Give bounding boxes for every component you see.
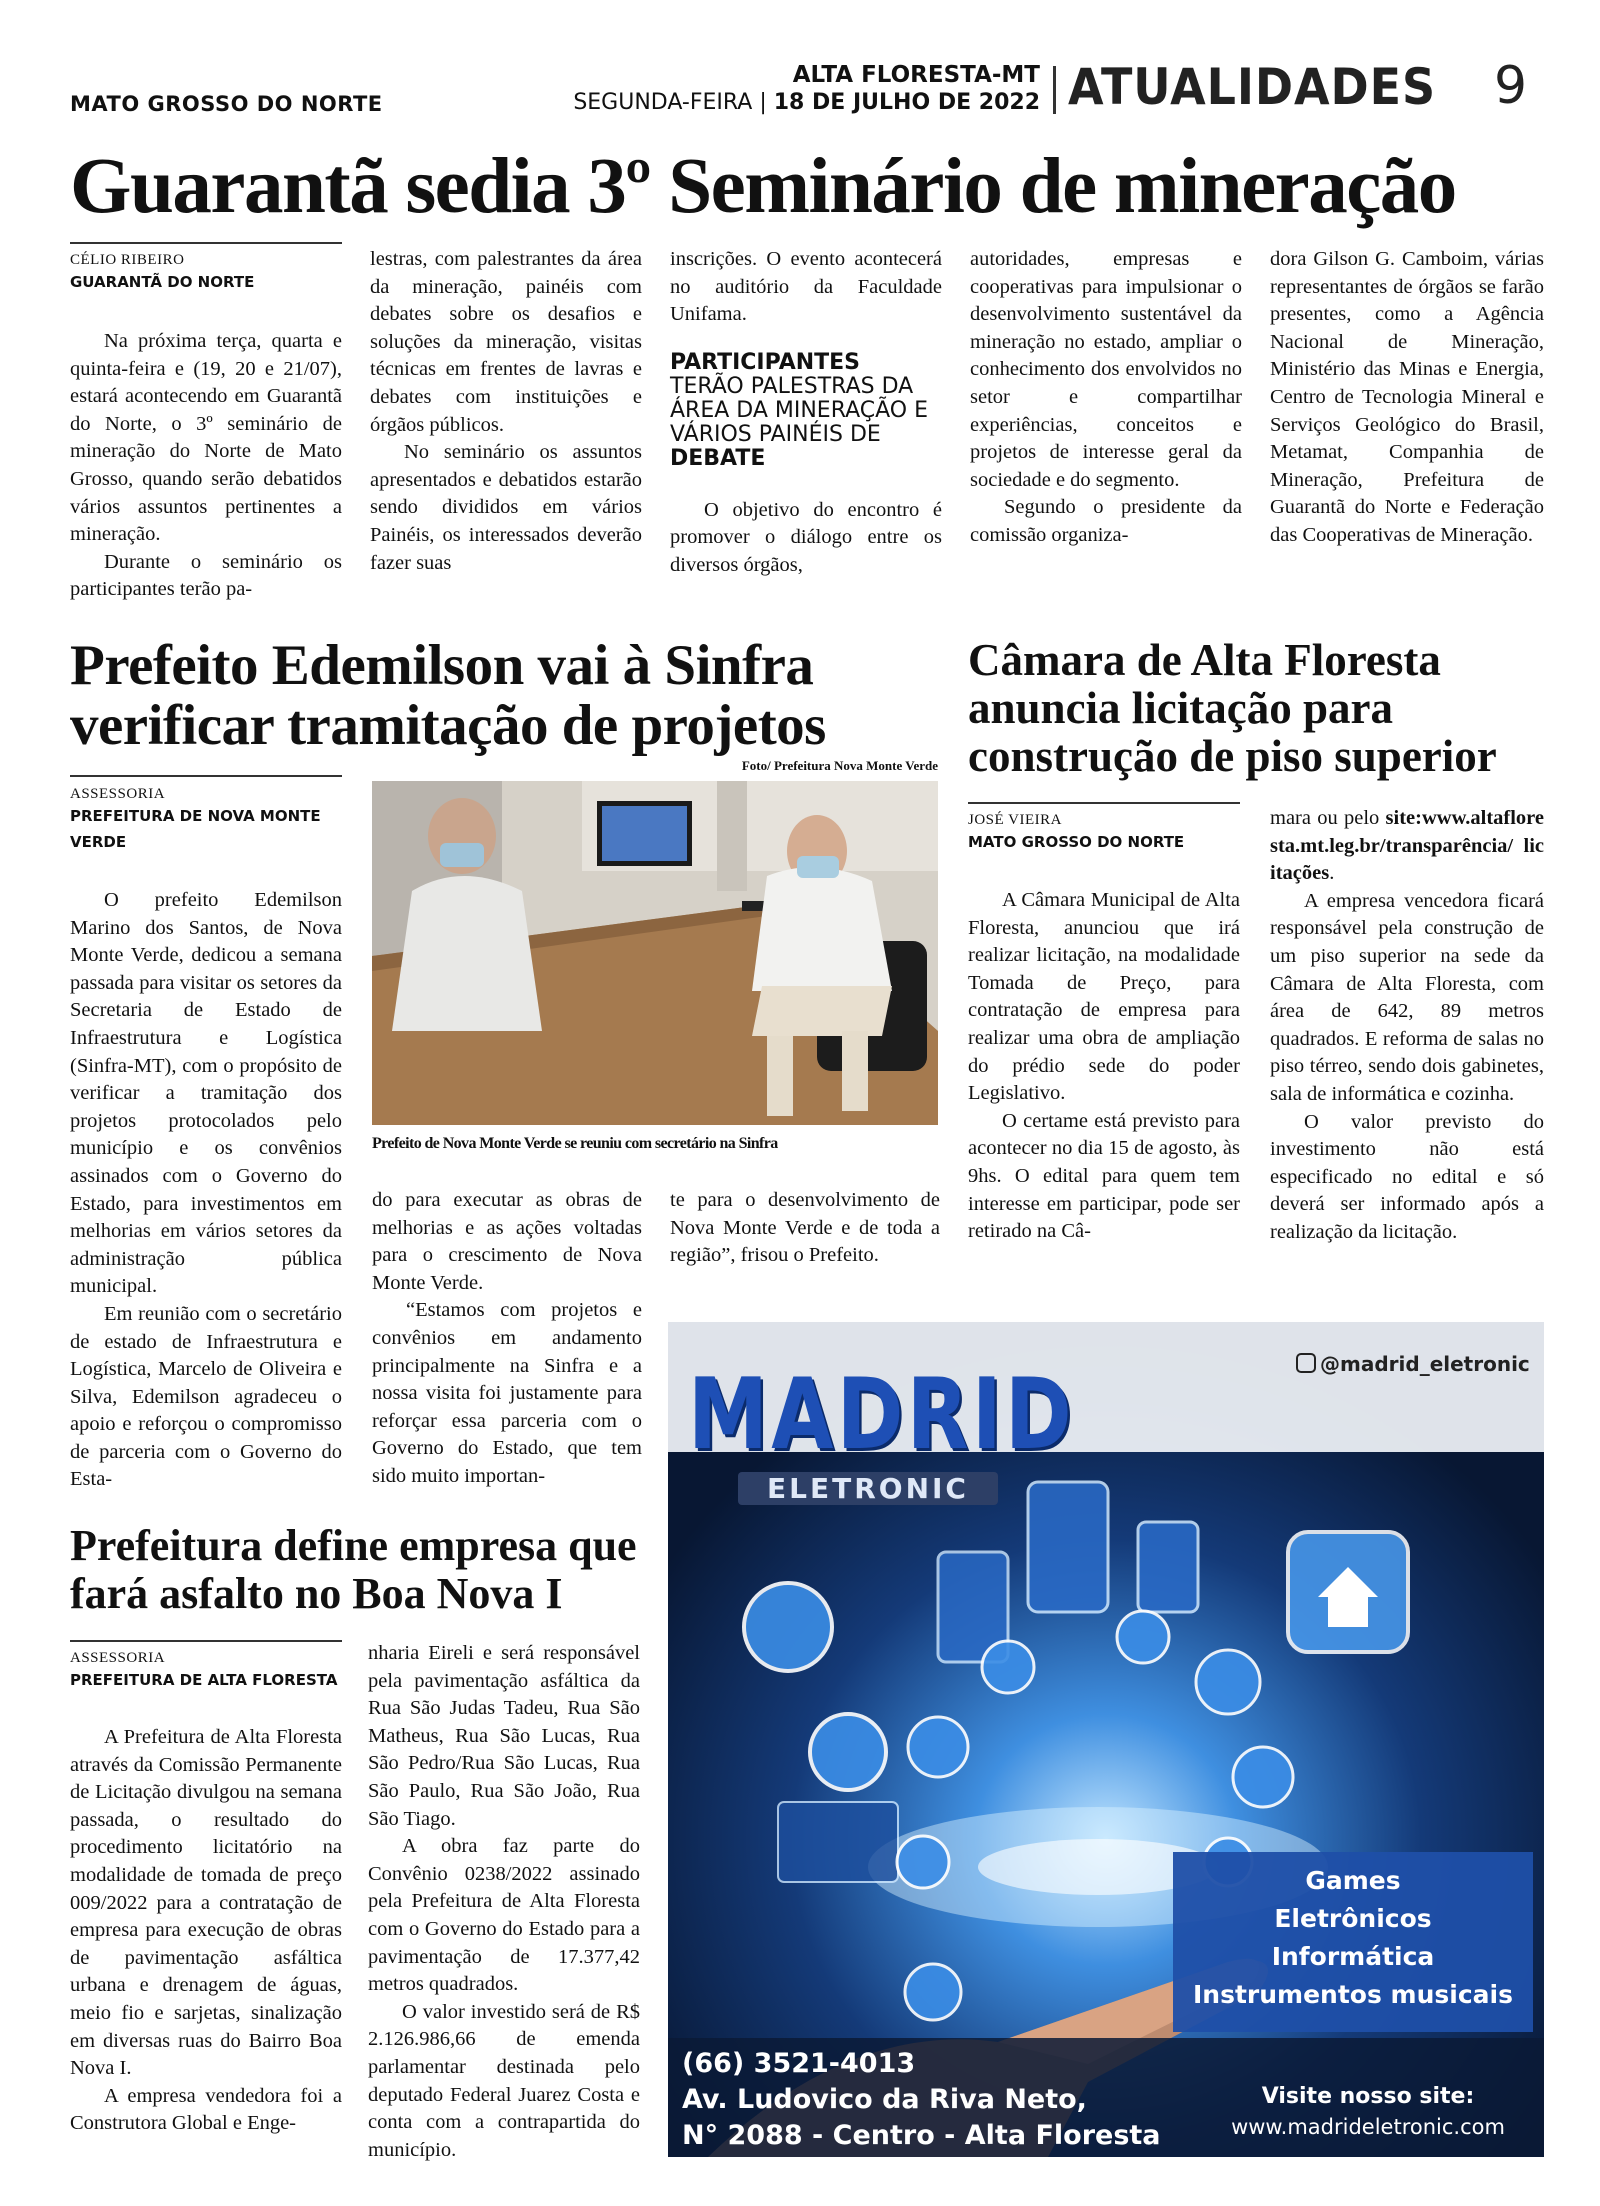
article1-col1-p1: Na próxima terça, quarta e quinta-feira e (19, 20 e 21/07), estará acontecendo em Guarantã do Norte, o 3º seminário de mineração do Norte de Mato Grosso, quando serão debatidos vários assuntos pertinentes a mineração.: [70, 330, 342, 546]
article4-author: ASSESSORIA: [70, 1650, 166, 1666]
page-number: 9: [1494, 56, 1528, 116]
article4-headline-line2: fará asfalto no Boa Nova I: [70, 1569, 563, 1619]
article4-headline: [70, 1522, 650, 1619]
article1-byline: [70, 252, 342, 295]
article3-headline-line3: construção de piso superior: [968, 731, 1497, 782]
meeting-photo-illustration: [372, 781, 938, 1125]
article3-headline-line1: Câmara de Alta Floresta: [968, 635, 1441, 685]
article3-byline: [968, 812, 1240, 855]
article3-col2-p2: O valor previsto do investimento não está especificado no edital e só deverá ser informado após a realização da licitação.: [1270, 1110, 1544, 1243]
article2-column-2: [372, 1187, 642, 1491]
article4-col1-p1: A Prefeitura de Alta Floresta através da Comissão Permanente de Licitação divulgou na semana passada, o resultado do procedimento licitatório na modalidade de tomada de preço 009/2022 para a contratação de empresa para execução de obras de pavimentação asfáltica urbana e drenagem de águas, meio fio e sarjetas, sinalização em diversas ruas do Bairro Boa Nova I.: [70, 1726, 342, 2080]
ad-brand-sub: ELETRONIC: [738, 1472, 998, 1505]
ad-instagram[interactable]: [1296, 1352, 1530, 1376]
article4-column-2: [368, 1640, 640, 2164]
article2-byline-rule: [70, 775, 342, 777]
article1-col5-p1: dora Gilson G. Camboim, várias representantes de órgãos se farão presentes, como a Agência Nacional de Mineração, Ministério das Minas e Energia, Centro de Tecnologia Mineral e Serviços Geológico do Brasil, Metamat, Companhia de Mineração, Prefeitura de Guarantã do Norte e Federação das Cooperativas de Mineração.: [1270, 248, 1544, 546]
article3-col1-p1: A Câmara Municipal de Alta Floresta, anunciou que irá realizar licitação, na modalidade Tomada de Preço, para contratação de empresa para realizar uma obra de ampliação do prédio sede do poder Legislativo.: [968, 889, 1240, 1105]
article1-byline-rule: [70, 242, 342, 244]
ad-instagram-handle: @madrid_eletronic: [1320, 1352, 1530, 1376]
article1-subhead: [670, 351, 942, 471]
ad-address-line2: N° 2088 - Centro - Alta Floresta: [682, 2120, 1161, 2151]
article1-col2-p1: lestras, com palestrantes da área da mineração, painéis com debates sobre os desafios e soluções da mineração, visitas técnicas em frentes de lavras e debates com instituições e órgãos públicos.: [370, 248, 642, 436]
ad-contact: [682, 2046, 1161, 2154]
madrid-eletronic-ad[interactable]: [668, 1322, 1544, 2157]
article2-col1-p2: Em reunião com o secretário de estado de Infraestrutura e Logística, Marcelo de Oliveira e Silva, Edemilson agradeceu o apoio e reforçou o compromisso de parceria com o Governo do Esta-: [70, 1302, 342, 1491]
article3-headline-line2: anuncia licitação para: [968, 683, 1393, 734]
article2-location-line2: VERDE: [70, 833, 127, 851]
article4-byline: [70, 1650, 342, 1693]
ad-site-label: Visite nosso site:: [1261, 2084, 1475, 2109]
article4-location: PREFEITURA DE ALTA FLORESTA: [70, 1671, 338, 1689]
masthead-city: ALTA FLORESTA-MT: [792, 62, 1040, 88]
article3-author: JOSÉ VIEIRA: [968, 812, 1062, 828]
article4-col1-p2: A empresa vendedora foi a Construtora Global e Enge-: [70, 2084, 342, 2135]
article2-column-3: [670, 1187, 940, 1270]
article2-col2-p1: do para executar as obras de melhorias e as ações voltadas para o crescimento de Nova Monte Verde.: [372, 1189, 642, 1294]
article3-headline: [968, 636, 1548, 780]
ad-site-url[interactable]: www.madrideletronic.com: [1231, 2115, 1505, 2139]
article1-col3-top: inscrições. O evento acontecerá no auditório da Faculdade Unifama.: [670, 248, 942, 326]
article2-col1-p1: O prefeito Edemilson Marino dos Santos, de Nova Monte Verde, dedicou a semana passada para visitar os setores da Secretaria de Estado de Infraestrutura e Logística (Sinfra-MT), com o propósito de verificar a tramitação dos projetos protocolados pelo município e os convênios assinados com o Governo do Estado, para investimentos em melhorias em vários setores da administração pública municipal.: [70, 889, 342, 1298]
article1-column-3: [670, 246, 942, 580]
article1-col3-bottom: O objetivo do encontro é promover o diálogo entre os diversos órgãos,: [670, 498, 942, 576]
article1-col2-p2: No seminário os assuntos apresentados e debatidos estarão sendo divididos em vários Painéis, os interessados deverão fazer suas: [370, 441, 642, 574]
masthead-divider: [1053, 66, 1056, 114]
article3-transparency-link[interactable]: site:www.altafloresta.mt.leg.br/transparência/ licitações: [1270, 807, 1545, 885]
article1-col4-p2: Segundo o presidente da comissão organiza-: [970, 496, 1242, 546]
article4-col2-p1: nharia Eireli e será responsável pela pavimentação asfáltica da Rua São Judas Tadeu, Rua São Matheus, Rua São Lucas, Rua São Pedro/Rua São Lucas, Rua São Paulo, Rua São João, Rua São Tiago.: [368, 1642, 640, 1830]
article4-col2-p3: O valor investido será de R$ 2.126.986,66 de emenda parlamentar destinada pelo deputado Federal Juarez Costa e conta com a contrapartida do município.: [368, 2000, 640, 2161]
article1-column-5: [1270, 246, 1544, 550]
article2-headline-line1: Prefeito Edemilson vai à Sinfra: [70, 634, 814, 697]
article3-column-2: [1270, 805, 1544, 1247]
article1-location: GUARANTÃ DO NORTE: [70, 273, 255, 291]
masthead-date-text: 18 DE JULHO DE 2022: [773, 90, 1040, 115]
ad-service-instrumentos: Instrumentos musicais: [1192, 1980, 1513, 2009]
article1-headline: Guarantã sedia 3º Seminário de mineração: [70, 143, 1456, 230]
article3-location: MATO GROSSO DO NORTE: [968, 833, 1185, 851]
article1-col4-p1: autoridades, empresas e cooperativas para impulsionar o desenvolvimento sustentável da mineração no estado, ampliar o conhecimento dos envolvidos no setor e compartilhar experiências, conceitos e projetos de interesse geral da sociedade e do segmento.: [970, 248, 1242, 491]
article3-col1-p2: O certame está previsto para acontecer no dia 15 de agosto, às 9hs. O edital para quem tem interesse em participar, pode ser retirado na Câ-: [968, 1109, 1240, 1243]
article2-photo-caption: Prefeito de Nova Monte Verde se reuniu com secretário na Sinfra: [372, 1135, 778, 1152]
ad-services: [1173, 1862, 1533, 2014]
ad-brand: MADRID: [688, 1358, 1076, 1472]
article2-photo-credit: Foto/ Prefeitura Nova Monte Verde: [741, 758, 938, 773]
article2-location-line1: PREFEITURA DE NOVA MONTE: [70, 807, 321, 825]
article1-column-2: [370, 246, 642, 577]
ad-service-games: Games: [1305, 1866, 1401, 1895]
article4-column-1: [70, 1724, 342, 2138]
article1-subhead-bold-end: DEBATE: [670, 445, 766, 471]
masthead-section: ATUALIDADES: [1068, 58, 1437, 116]
article2-col2-p2: “Estamos com projetos e convênios em andamento principalmente na Sinfra e a nossa visita foi justamente para reforçar essa parceria com o Governo do Estado, que tem sido muito importan-: [372, 1299, 642, 1487]
ad-service-eletronicos: Eletrônicos: [1274, 1904, 1432, 1933]
article1-col1-p2: Durante o seminário os participantes terão pa-: [70, 550, 342, 601]
article4-col2-p2: A obra faz parte do Convênio 0238/2022 assinado pela Prefeitura de Alta Floresta com o Governo do Estado para a pavimentação de 17.377,42 metros quadrados.: [368, 1835, 640, 1996]
article3-col2-p1: A empresa vencedora ficará responsável pela construção de um piso superior na sede da Câmara de Alta Floresta, com área de 642, 89 metros quadrados. E reforma de salas no piso térreo, sendo dois gabinetes, sala de informática e cozinha.: [1270, 889, 1544, 1105]
instagram-icon: [1296, 1353, 1316, 1373]
article2-headline: [70, 636, 950, 756]
article3-col2-start: mara ou pelo: [1270, 807, 1380, 829]
article1-column-1: [70, 328, 342, 604]
article4-byline-rule: [70, 1640, 342, 1642]
article1-subhead-bold: PARTICIPANTES: [670, 349, 861, 375]
article1-author: CÉLIO RIBEIRO: [70, 252, 185, 268]
article3-column-1: [968, 887, 1240, 1246]
masthead-region: MATO GROSSO DO NORTE: [70, 92, 383, 116]
article4-headline-line1: Prefeitura define empresa que: [70, 1521, 637, 1570]
article2-author: ASSESSORIA: [70, 786, 166, 802]
article2-col3-p1: te para o desenvolvimento de Nova Monte Verde e de toda a região”, frisou o Prefeito.: [670, 1189, 940, 1267]
ad-site: [1208, 2082, 1528, 2142]
ad-phone[interactable]: (66) 3521-4013: [682, 2048, 916, 2079]
article3-col2-p0: [1270, 805, 1544, 888]
masthead-weekday: SEGUNDA-FEIRA: [573, 90, 753, 115]
masthead-date: SEGUNDA-FEIRA | 18 DE JULHO DE 2022: [573, 90, 1040, 115]
article2-column-1: [70, 887, 342, 1494]
article2-byline: [70, 786, 342, 855]
article3-col2-end: .: [1329, 862, 1335, 885]
article2-photo: [372, 781, 938, 1125]
ad-address-line1: Av. Ludovico da Riva Neto,: [682, 2084, 1087, 2115]
ad-service-informatica: Informática: [1271, 1942, 1435, 1971]
article1-column-4: [970, 246, 1242, 550]
article2-headline-line2: verificar tramitação de projetos: [70, 693, 826, 757]
article1-subhead-regular: TERÃO PALESTRAS DA ÁREA DA MINERAÇÃO E VÁRIOS PAINÉIS DE: [670, 373, 928, 447]
article3-byline-rule: [968, 802, 1240, 804]
